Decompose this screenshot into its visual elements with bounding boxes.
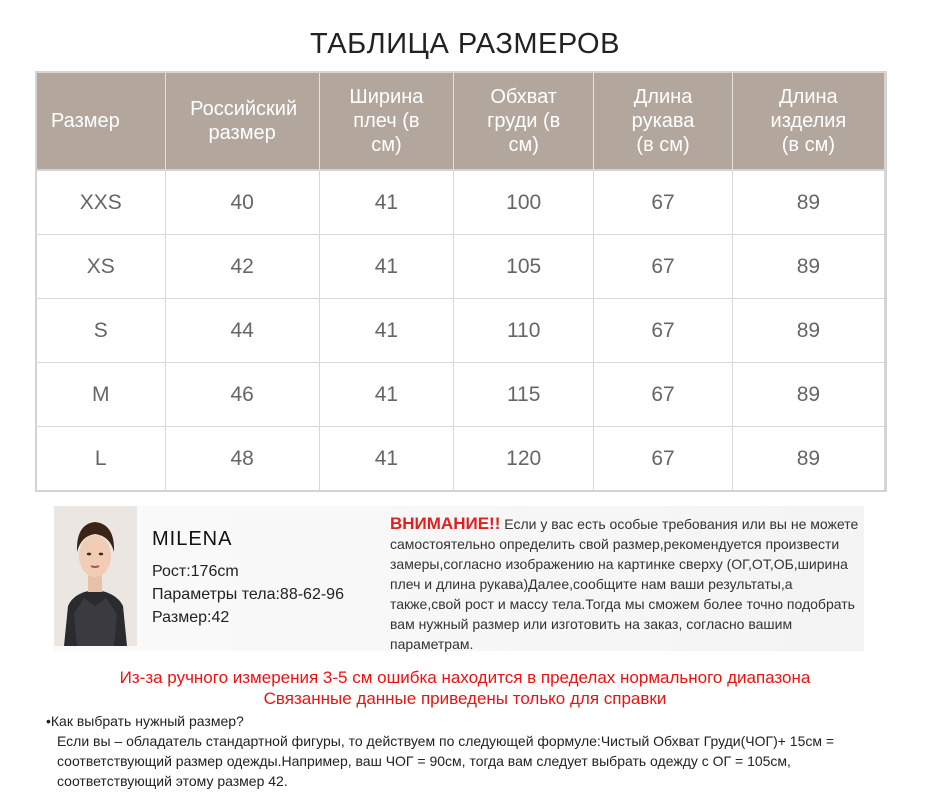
header-russian-size: Российский размер — [166, 73, 320, 171]
table-cell: 67 — [594, 235, 733, 299]
model-params: Параметры тела:88-62-96 — [152, 586, 344, 603]
warning-heading: ВНИМАНИЕ!! — [390, 514, 501, 533]
table-cell: 42 — [166, 235, 320, 299]
table-row — [37, 363, 884, 427]
table-row — [37, 171, 884, 235]
table-cell: 48 — [166, 427, 320, 490]
table-cell: 67 — [594, 427, 733, 490]
table-cell: 89 — [733, 363, 884, 427]
table-cell: XXS — [37, 171, 166, 235]
table-cell: 89 — [733, 299, 884, 363]
table-cell: 67 — [594, 171, 733, 235]
page-title: ТАБЛИЦА РАЗМЕРОВ — [310, 28, 620, 60]
table-cell: 44 — [166, 299, 320, 363]
table-cell: 110 — [454, 299, 594, 363]
table-cell: 41 — [320, 299, 454, 363]
model-size: Размер:42 — [152, 609, 230, 626]
table-cell: L — [37, 427, 166, 490]
how-to-answer: Если вы – обладатель стандартной фигуры, то действуем по следующей формуле:Чистый Обхват Груди(ЧОГ)+ 15см = соответствующий размер одежды.Например, ваш ЧОГ = 90см, тогда вам следует выбрать одежду с ОГ = 105см, соответствующий этому размер 42. — [57, 733, 835, 789]
table-cell: 105 — [454, 235, 594, 299]
table-cell: 67 — [594, 299, 733, 363]
table-cell: 41 — [320, 235, 454, 299]
table-cell: 89 — [733, 427, 884, 490]
model-info-box — [54, 506, 864, 651]
header-shoulder-width: Ширина плеч (в см) — [320, 73, 454, 171]
header-sleeve-length: Длина рукава (в см) — [594, 73, 733, 171]
table-cell: S — [37, 299, 166, 363]
model-photo — [54, 506, 137, 646]
table-cell: 115 — [454, 363, 594, 427]
table-cell: 40 — [166, 171, 320, 235]
measurement-error-note: Из-за ручного измерения 3-5 см ошибка находится в пределах нормального диапазона — [119, 668, 811, 687]
model-name: MILENA — [152, 528, 233, 550]
header-garment-length: Длина изделия (в см) — [733, 73, 884, 171]
model-height: Рост:176cm — [152, 563, 239, 580]
table-cell: 46 — [166, 363, 320, 427]
warning-body: Если у вас есть особые требования или вы не можете самостоятельно определить свой размер,рекомендуется произвести замеры,согласно изображению на картинке сверху (ОГ,ОТ,ОБ,ширина плеч и длина рукава)Далее,сообщите нам ваши результаты,а также,свой рост и массу тела.Тогда мы сможем более точно подобрать вам нужный размер или изготовить на заказ, согласно вашим параметрам. — [390, 516, 859, 652]
how-to-question: •Как выбрать нужный размер? — [46, 713, 244, 729]
warning-text — [390, 514, 866, 654]
header-size: Размер — [37, 73, 166, 171]
table-cell: 89 — [733, 171, 884, 235]
table-header-row — [37, 73, 884, 171]
reference-note: Связанные данные приведены только для справки — [263, 689, 667, 708]
table-row — [37, 235, 884, 299]
table-cell: 100 — [454, 171, 594, 235]
size-table — [35, 71, 887, 492]
table-cell: XS — [37, 235, 166, 299]
table-row — [37, 427, 884, 490]
table-cell: 41 — [320, 427, 454, 490]
table-cell: 41 — [320, 171, 454, 235]
table-cell: 120 — [454, 427, 594, 490]
table-cell: M — [37, 363, 166, 427]
table-row — [37, 299, 884, 363]
how-to-choose-section — [46, 711, 886, 791]
table-cell: 67 — [594, 363, 733, 427]
table-cell: 89 — [733, 235, 884, 299]
table-cell: 41 — [320, 363, 454, 427]
header-chest: Обхват груди (в см) — [454, 73, 594, 171]
